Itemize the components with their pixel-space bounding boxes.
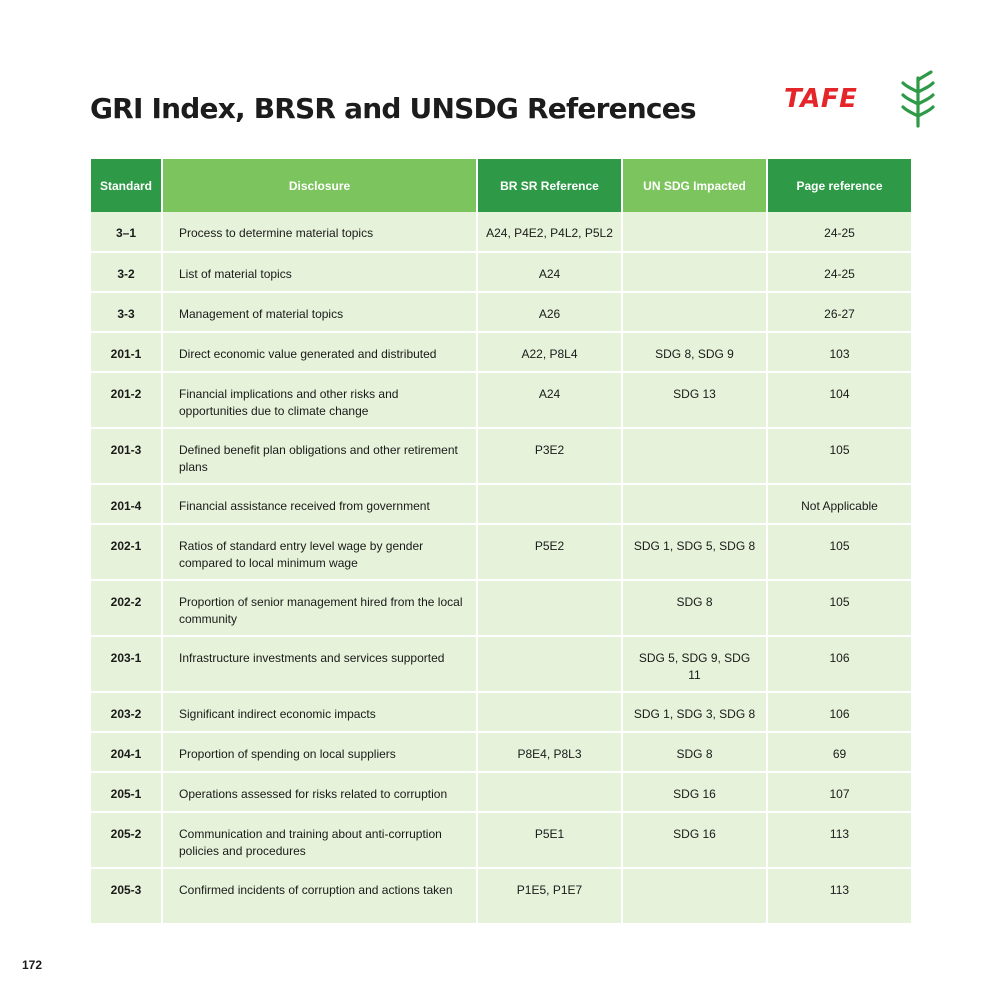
sdg-cell: SDG 1, SDG 3, SDG 8	[622, 692, 767, 732]
page-cell: 107	[767, 772, 911, 812]
sdg-cell	[622, 868, 767, 924]
disclosure-cell: Communication and training about anti-corruption policies and procedures	[162, 812, 477, 868]
brsr-cell	[477, 580, 622, 636]
column-header-page-reference: Page reference	[767, 159, 911, 212]
page-cell: 105	[767, 580, 911, 636]
disclosure-cell: Direct economic value generated and distributed	[162, 332, 477, 372]
brsr-cell: A22, P8L4	[477, 332, 622, 372]
sdg-cell: SDG 1, SDG 5, SDG 8	[622, 524, 767, 580]
table-row	[91, 636, 911, 692]
table-row	[91, 484, 911, 524]
page-cell: 103	[767, 332, 911, 372]
table-row	[91, 692, 911, 732]
page-cell: 24-25	[767, 212, 911, 252]
standard-cell: 201-1	[91, 332, 162, 372]
disclosure-cell: Process to determine material topics	[162, 212, 477, 252]
brsr-cell: A24, P4E2, P4L2, P5L2	[477, 212, 622, 252]
standard-cell: 205-3	[91, 868, 162, 924]
standard-cell: 201-4	[91, 484, 162, 524]
brsr-cell	[477, 484, 622, 524]
column-header-disclosure: Disclosure	[162, 159, 477, 212]
standard-cell: 205-2	[91, 812, 162, 868]
disclosure-cell: List of material topics	[162, 252, 477, 292]
brsr-cell	[477, 692, 622, 732]
table-row	[91, 428, 911, 484]
sdg-cell: SDG 8	[622, 580, 767, 636]
sdg-cell: SDG 16	[622, 812, 767, 868]
brsr-cell: P5E2	[477, 524, 622, 580]
standard-cell: 201-2	[91, 372, 162, 428]
column-header-standard: Standard	[91, 159, 162, 212]
column-header-brsr-reference: BR SR Reference	[477, 159, 622, 212]
standard-cell: 202-1	[91, 524, 162, 580]
table-row	[91, 524, 911, 580]
page-cell: 26-27	[767, 292, 911, 332]
standard-cell: 205-1	[91, 772, 162, 812]
brsr-cell: P8E4, P8L3	[477, 732, 622, 772]
sdg-cell: SDG 5, SDG 9, SDG 11	[622, 636, 767, 692]
table-row	[91, 580, 911, 636]
logo-text: TAFE	[784, 84, 858, 114]
table-row	[91, 868, 911, 924]
brsr-cell: P3E2	[477, 428, 622, 484]
brsr-cell	[477, 636, 622, 692]
table-row	[91, 292, 911, 332]
disclosure-cell: Proportion of senior management hired from the local community	[162, 580, 477, 636]
sdg-cell	[622, 212, 767, 252]
table-row	[91, 772, 911, 812]
page-cell: 113	[767, 812, 911, 868]
disclosure-cell: Management of material topics	[162, 292, 477, 332]
disclosure-cell: Significant indirect economic impacts	[162, 692, 477, 732]
column-header-un-sdg-impacted: UN SDG Impacted	[622, 159, 767, 212]
brsr-cell	[477, 772, 622, 812]
sdg-cell: SDG 13	[622, 372, 767, 428]
standard-cell: 3–1	[91, 212, 162, 252]
disclosure-cell: Ratios of standard entry level wage by gender compared to local minimum wage	[162, 524, 477, 580]
standard-cell: 204-1	[91, 732, 162, 772]
page-cell: 105	[767, 428, 911, 484]
table-row	[91, 372, 911, 428]
standard-cell: 203-2	[91, 692, 162, 732]
page-cell: 104	[767, 372, 911, 428]
standard-cell: 203-1	[91, 636, 162, 692]
standard-cell: 3-2	[91, 252, 162, 292]
gri-index-table	[91, 159, 911, 925]
wheat-leaf-icon	[900, 70, 936, 128]
page-cell: 105	[767, 524, 911, 580]
disclosure-cell: Operations assessed for risks related to corruption	[162, 772, 477, 812]
page-cell: 69	[767, 732, 911, 772]
brsr-cell: P1E5, P1E7	[477, 868, 622, 924]
sdg-cell: SDG 8	[622, 732, 767, 772]
brsr-cell: A26	[477, 292, 622, 332]
page-cell: 106	[767, 636, 911, 692]
page-title: GRI Index, BRSR and UNSDG References	[90, 92, 696, 125]
standard-cell: 3-3	[91, 292, 162, 332]
brsr-cell: A24	[477, 372, 622, 428]
page-cell: 106	[767, 692, 911, 732]
disclosure-cell: Defined benefit plan obligations and other retirement plans	[162, 428, 477, 484]
sdg-cell	[622, 484, 767, 524]
disclosure-cell: Financial implications and other risks and opportunities due to climate change	[162, 372, 477, 428]
page-cell: 24-25	[767, 252, 911, 292]
brsr-cell: P5E1	[477, 812, 622, 868]
page-number: 172	[22, 958, 43, 972]
table-row	[91, 332, 911, 372]
disclosure-cell: Financial assistance received from government	[162, 484, 477, 524]
standard-cell: 201-3	[91, 428, 162, 484]
brsr-cell: A24	[477, 252, 622, 292]
disclosure-cell: Proportion of spending on local suppliers	[162, 732, 477, 772]
table-header-row	[91, 159, 911, 212]
page-cell: Not Applicable	[767, 484, 911, 524]
sdg-cell: SDG 8, SDG 9	[622, 332, 767, 372]
disclosure-cell: Confirmed incidents of corruption and actions taken	[162, 868, 477, 924]
page-cell: 113	[767, 868, 911, 924]
table-row	[91, 252, 911, 292]
sdg-cell	[622, 428, 767, 484]
sdg-cell	[622, 292, 767, 332]
table-row	[91, 812, 911, 868]
sdg-cell: SDG 16	[622, 772, 767, 812]
table-row	[91, 732, 911, 772]
disclosure-cell: Infrastructure investments and services supported	[162, 636, 477, 692]
table-row	[91, 212, 911, 252]
standard-cell: 202-2	[91, 580, 162, 636]
tafe-logo	[782, 70, 942, 130]
sdg-cell	[622, 252, 767, 292]
